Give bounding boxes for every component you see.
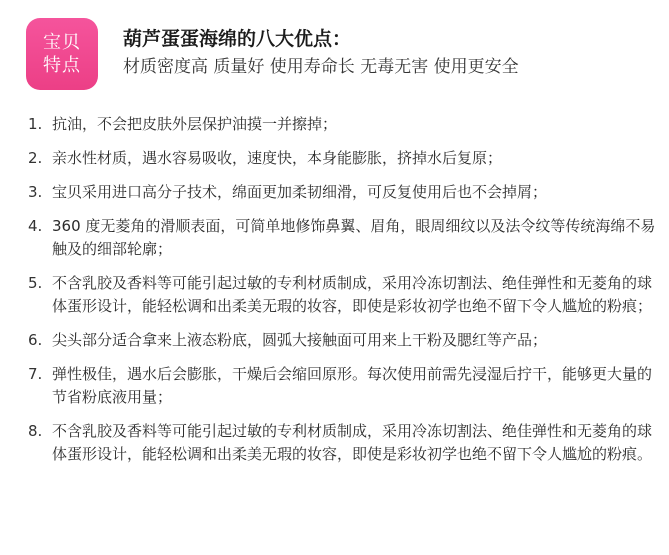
item-number: 6. <box>28 331 43 349</box>
list-item <box>28 147 660 170</box>
page-subtitle: 材质密度高 质量好 使用寿命长 无毒无害 使用更安全 <box>123 57 519 77</box>
item-number: 3. <box>28 183 43 201</box>
item-text: 弹性极佳，遇水后会膨胀，干燥后会缩回原形。每次使用前需先浸湿后拧干，能够更大量的节省粉底液用量； <box>52 365 653 406</box>
item-number: 5. <box>28 274 43 292</box>
features-badge <box>26 18 98 90</box>
item-text: 不含乳胶及香料等可能引起过敏的专利材质制成，采用冷冻切割法、绝佳弹性和无菱角的球体蛋形设计，能轻松调和出柔美无瑕的妆容，即使是彩妆初学也绝不留下令人尴尬的粉痕。 <box>52 422 653 463</box>
item-text: 抗油，不会把皮肤外层保护油摸一并擦掉； <box>52 115 338 133</box>
page-title: 葫芦蛋蛋海绵的八大优点： <box>123 28 352 50</box>
badge-line-1: 宝贝 <box>43 32 81 53</box>
item-number: 2. <box>28 149 43 167</box>
badge-line-2: 特点 <box>43 55 81 76</box>
list-item <box>28 329 660 352</box>
list-item <box>28 181 660 204</box>
item-text: 尖头部分适合拿来上液态粉底，圆弧大接触面可用来上干粉及腮红等产品； <box>52 331 548 349</box>
item-text: 亲水性材质，遇水容易吸收，速度快，本身能膨胀，挤掉水后复原； <box>52 149 503 167</box>
item-text: 不含乳胶及香料等可能引起过敏的专利材质制成，采用冷冻切割法、绝佳弹性和无菱角的球体蛋形设计，能轻松调和出柔美无瑕的妆容，即使是彩妆初学也绝不留下令人尴尬的粉痕； <box>52 274 653 315</box>
item-text: 360 度无菱角的滑顺表面，可简单地修饰鼻翼、眉角，眼周细纹以及法令纹等传统海绵不易触及的细部轮廓； <box>52 217 656 258</box>
item-text: 宝贝采用进口高分子技术，绵面更加柔韧细滑，可反复使用后也不会掉屑； <box>52 183 548 201</box>
list-item <box>28 272 660 318</box>
item-number: 4. <box>28 217 43 235</box>
features-list <box>28 113 660 477</box>
item-number: 8. <box>28 422 43 440</box>
item-number: 1. <box>28 115 43 133</box>
list-item <box>28 113 660 136</box>
header-text <box>123 26 659 80</box>
header <box>26 18 659 90</box>
list-item <box>28 215 660 261</box>
item-number: 7. <box>28 365 43 383</box>
list-item <box>28 420 660 466</box>
list-item <box>28 363 660 409</box>
